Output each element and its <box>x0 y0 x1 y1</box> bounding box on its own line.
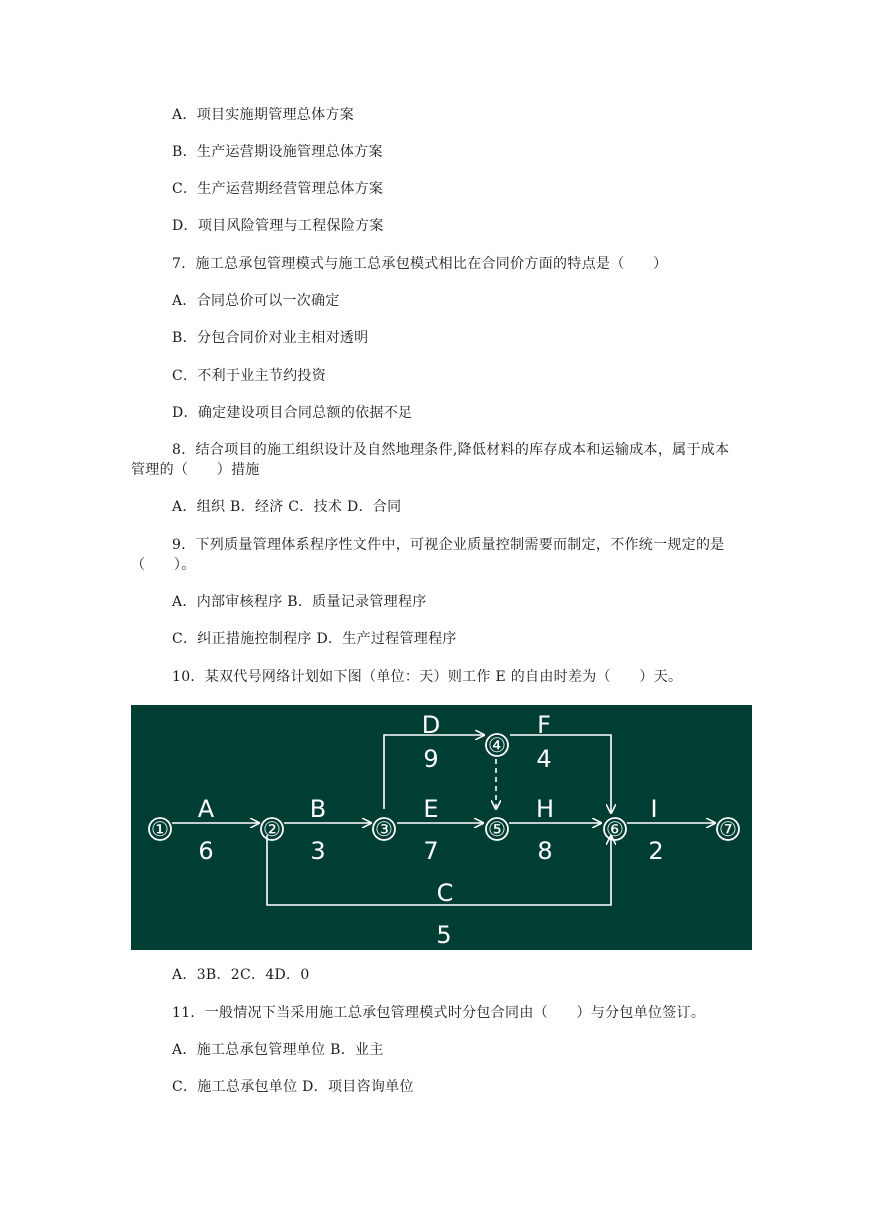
q6-option-a: A．项目实施期管理总体方案 <box>172 107 355 123</box>
activity-c-name: C <box>436 879 454 907</box>
activity-b-name: B <box>309 795 327 823</box>
diagram-background <box>131 705 752 950</box>
node-5-label: ⑤ <box>488 817 506 841</box>
q7-option-c: C．不利于业主节约投资 <box>172 368 327 384</box>
activity-f-name: F <box>537 711 551 739</box>
q6-option-d: D．项目风险管理与工程保险方案 <box>172 218 384 234</box>
activity-c-duration: 5 <box>436 921 452 949</box>
activity-i-duration: 2 <box>648 837 664 865</box>
network-diagram <box>131 705 752 950</box>
node-4-label: ④ <box>488 733 506 757</box>
question-10: 10．某双代号网络计划如下图（单位：天）则工作 E 的自由时差为（ ）天。 <box>172 669 683 685</box>
activity-e-name: E <box>423 795 439 823</box>
node-5 <box>486 817 508 841</box>
node-3-label: ③ <box>375 817 393 841</box>
node-1-label: ① <box>151 817 169 841</box>
question-8: 8．结合项目的施工组织设计及自然地理条件,降低材料的库存成本和运输成本，属于成本管理的（ ）措施 <box>131 442 730 478</box>
q9-options-ab: A．内部审核程序 B．质量记录管理程序 <box>172 594 427 610</box>
q7-option-a: A．合同总价可以一次确定 <box>172 293 340 309</box>
activity-b-duration: 3 <box>310 837 326 865</box>
activity-a-name: A <box>197 795 215 823</box>
q11-options-cd: C．施工总承包单位 D．项目咨询单位 <box>172 1079 414 1095</box>
activity-d-duration: 9 <box>423 745 439 773</box>
q7-option-b: B．分包合同价对业主相对透明 <box>172 330 369 346</box>
node-6-label: ⑥ <box>606 817 624 841</box>
node-6 <box>604 817 626 841</box>
q11-options-ab: A．施工总承包管理单位 B．业主 <box>172 1042 384 1058</box>
node-7 <box>717 817 739 841</box>
q8-options: A．组织 B．经济 C．技术 D．合同 <box>172 499 402 515</box>
q9-options-cd: C．纠正措施控制程序 D．生产过程管理程序 <box>172 631 457 647</box>
node-4 <box>486 733 508 757</box>
activity-d-name: D <box>421 711 441 739</box>
node-3 <box>373 817 395 841</box>
activity-a-duration: 6 <box>198 837 214 865</box>
node-1 <box>149 817 171 841</box>
question-9: 9．下列质量管理体系程序性文件中，可视企业质量控制需要而制定，不作统一规定的是（ ）。 <box>131 537 725 573</box>
node-2 <box>261 817 283 841</box>
node-7-label: ⑦ <box>719 817 737 841</box>
q6-option-b: B．生产运营期设施管理总体方案 <box>172 144 383 160</box>
activity-i-name: I <box>650 795 658 823</box>
q6-option-c: C．生产运营期经营管理总体方案 <box>172 181 384 197</box>
question-11: 11．一般情况下当采用施工总承包管理模式时分包合同由（ ）与分包单位签订。 <box>172 1005 706 1021</box>
question-7: 7．施工总承包管理模式与施工总承包模式相比在合同价方面的特点是（ ） <box>172 256 668 272</box>
node-2-label: ② <box>263 817 281 841</box>
activity-f-duration: 4 <box>536 745 552 773</box>
q10-options: A．3B．2C．4D．0 <box>172 967 310 983</box>
activity-e-duration: 7 <box>423 837 439 865</box>
q7-option-d: D．确定建设项目合同总额的依据不足 <box>172 405 413 421</box>
activity-h-duration: 8 <box>537 837 553 865</box>
activity-h-name: H <box>535 795 555 823</box>
